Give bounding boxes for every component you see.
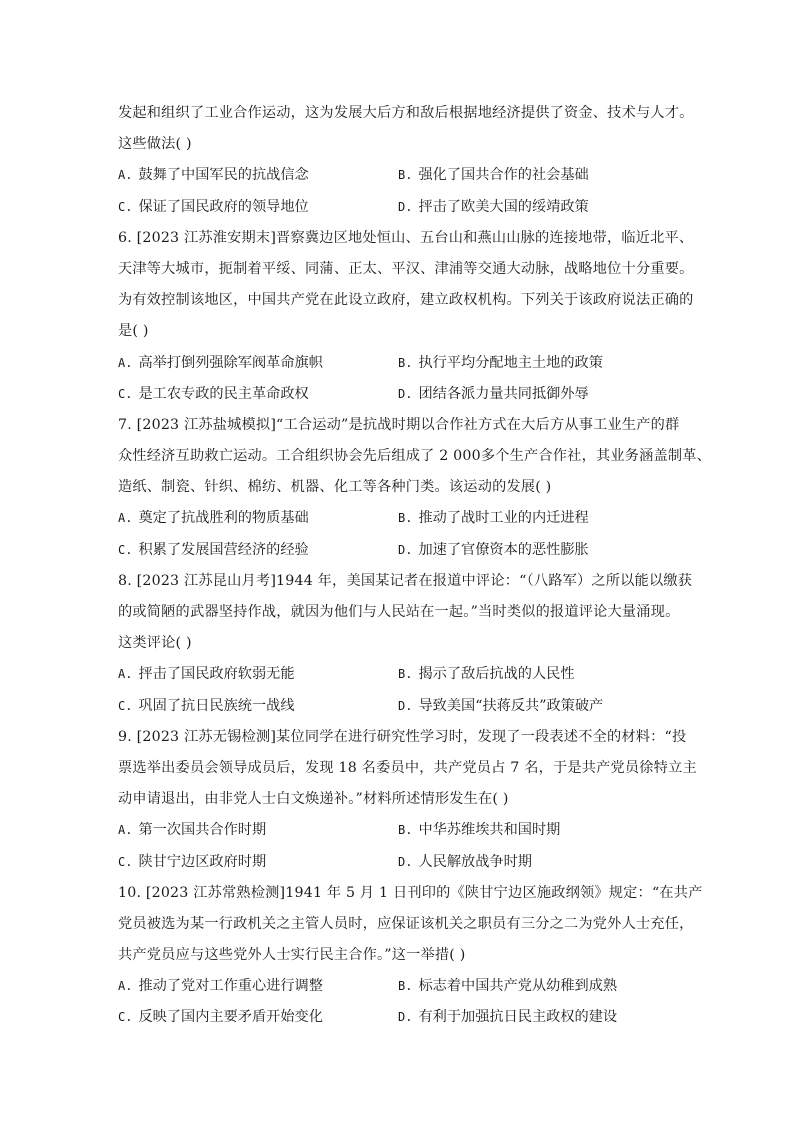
option-b: B. 推动了战时工业的内迁进程	[398, 510, 589, 527]
question-text-line: 共产党员应与这些党外人士实行民主合作。”这一举措( )	[118, 947, 466, 964]
question-text-line: 9. [2023 江苏无锡检测]某位同学在进行研究性学习时，发现了一段表述不全的材料：“投	[118, 728, 687, 745]
question-text-line: 动申请退出，由非党人士白文焕递补。”材料所述情形发生在( )	[118, 791, 509, 808]
option-d: D. 抨击了欧美大国的绥靖政策	[398, 198, 589, 215]
option-d: D. 人民解放战争时期	[398, 853, 532, 870]
question-text-line: 票选举出委员会领导成员后，发现 18 名委员中，共产党员占 7 名，于是共产党员徐特立主	[118, 759, 697, 776]
option-row	[118, 503, 678, 534]
question-text-line: 党员被选为某一行政机关之主管人员时，应保证该机关之职员有三分之二为党外人士充任，	[118, 915, 694, 932]
option-a: A. 高举打倒列强除军阀革命旗帜	[118, 354, 323, 371]
option-row	[118, 192, 678, 223]
option-row	[118, 659, 678, 690]
question-text-line: 天津等大城市，扼制着平绥、同蒲、正太、平汉、津浦等交通大动脉，战略地位十分重要。	[118, 260, 694, 277]
question-text-line: 7. [2023 江苏盐城模拟]“工合运动”是抗战时期以合作社方式在大后方从事工业生产的群	[118, 416, 680, 433]
question-text-line: 10. [2023 江苏常熟检测]1941 年 5 月 1 日刊印的《陕甘宁边区施政纲领》规定：“在共产	[118, 884, 703, 901]
option-d: D. 有利于加强抗日民主政权的建设	[398, 1009, 618, 1026]
question-text-line: 的或简陋的武器坚持作战，就因为他们与人民站在一起。”当时类似的报道评论大量涌现。	[118, 604, 680, 620]
question-10	[118, 878, 703, 1034]
option-d: D. 导致美国“扶蒋反共”政策破产	[398, 697, 604, 714]
option-row	[118, 815, 678, 846]
option-a: A. 推动了党对工作重心进行调整	[118, 978, 323, 995]
option-b: B. 强化了国共合作的社会基础	[398, 167, 589, 184]
option-c: C. 积累了发展国营经济的经验	[118, 541, 309, 558]
option-row	[118, 847, 678, 878]
question-6	[118, 223, 694, 410]
option-row	[118, 160, 678, 191]
option-c: C. 保证了国民政府的领导地位	[118, 198, 309, 215]
option-c: C. 陕甘宁边区政府时期	[118, 853, 267, 870]
option-row	[118, 348, 678, 379]
option-row	[118, 971, 678, 1002]
option-a: A. 抨击了国民政府软弱无能	[118, 666, 295, 683]
question-text-line: 6. [2023 江苏淮安期末]晋察冀边区地处恒山、五台山和燕山山脉的连接地带，临近北平、	[118, 229, 694, 246]
question-9	[118, 722, 697, 878]
question-7	[118, 410, 712, 566]
option-a: A. 鼓舞了中国军民的抗战信念	[118, 167, 309, 184]
option-a: A. 奠定了抗战胜利的物质基础	[118, 510, 309, 527]
question-text-line: 这些做法( )	[118, 136, 192, 153]
question-5	[118, 98, 694, 223]
option-row	[118, 535, 678, 566]
option-c: C. 反映了国内主要矛盾开始变化	[118, 1009, 323, 1026]
option-b: B. 揭示了敌后抗战的人民性	[398, 666, 575, 683]
option-b: B. 执行平均分配地主土地的政策	[398, 354, 603, 371]
question-text-line: 为有效控制该地区，中国共产党在此设立政府，建立政权机构。下列关于该政府说法正确的	[118, 292, 694, 309]
option-b: B. 标志着中国共产党从幼稚到成熟	[398, 978, 618, 995]
option-a: A. 第一次国共合作时期	[118, 822, 267, 839]
option-b: B. 中华苏维埃共和国时期	[398, 822, 561, 839]
option-c: C. 是工农专政的民主革命政权	[118, 385, 309, 402]
option-d: D. 团结各派力量共同抵御外辱	[398, 385, 589, 402]
option-d: D. 加速了官僚资本的恶性膨胀	[398, 541, 589, 558]
question-8	[118, 566, 693, 722]
option-row	[118, 1002, 678, 1033]
option-c: C. 巩固了抗日民族统一战线	[118, 697, 295, 714]
question-text-line: 发起和组织了工业合作运动，这为发展大后方和敌后根据地经济提供了资金、技术与人才。	[118, 105, 694, 121]
question-text-line: 8. [2023 江苏昆山月考]1944 年，美国某记者在报道中评论：“（八路军）之所以能以缴获	[118, 572, 693, 589]
question-list	[118, 98, 712, 1034]
question-text-line: 这类评论( )	[118, 635, 192, 652]
option-row	[118, 691, 678, 722]
question-text-line: 是( )	[118, 323, 149, 340]
question-text-line: 众性经济互助救亡运动。工合组织协会先后组成了 2 000多个生产合作社，其业务涵盖制革、	[118, 448, 712, 465]
question-text-line: 造纸、制瓷、针织、棉纺、机器、化工等各种门类。该运动的发展( )	[118, 479, 552, 496]
option-row	[118, 379, 678, 410]
